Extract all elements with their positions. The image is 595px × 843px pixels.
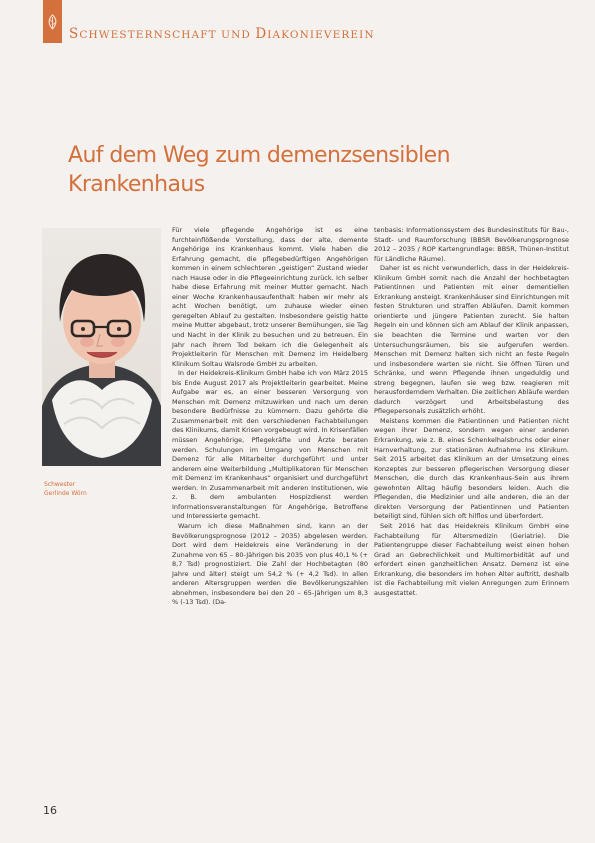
article-title-line-1: Auf dem Weg zum demenzsensiblen (68, 143, 450, 168)
caption-name: Gerlinde Wörn (44, 490, 87, 497)
section-header-initial: S (69, 26, 80, 42)
paragraph: Warum ich diese Maßnahmen sind, kann an der Bevölkerungsprognose (2012 – 2035) abgelesen werden. Dort wird dem Heidekreis eine Veränderung in der Zunahme von 65 – 80-Jährigen bis 2035 von plus 40,1 % (+ 8,7 Tsd) prognostiziert. Die Zahl der Hochbetagten (80 Jahre und älter) steigt um 54,2 % (+ 4,2 Tsd). In allen anderen Altersgruppen werden die Bevölkerungszahlen abnehmen, insbesondere bei den 20 – 65-Jährigen um 8,3 % (-13 Tsd). (Da- (172, 521, 368, 607)
article-title (68, 142, 450, 199)
logo (43, 0, 62, 43)
section-header-part: CHWESTERNSCHAFT UND (79, 29, 256, 41)
paragraph: Daher ist es nicht verwunderlich, dass in der Heidekreis-Klinikum GmbH somit nach die Anzahl der hochbetagten Patientinnen und Patienten mit einer dementiellen Erkrankung ansteigt. Krankenhäuser sind Einrichtungen mit festen Strukturen und straffen Abläufen. Damit kommen orientierte und jüngere Patienten zurecht. Sie halten Regeln ein und können sich am Ablauf der Klinik anpassen, sie beachten die Termine und warten vor den Untersuchungsräumen, bis sie aufgerufen werden. Menschen mit Demenz halten sich nicht an feste Regeln und insbesondere warten sie nicht. Sie öffnen Türen und Schränke, und wenn Pflegende ihnen ungeduldig und streng begegnen, laufen sie weg bzw. reagieren mit herausforderndem Verhalten. Die zeitlichen Abläufe werden dadurch verzögert und Arbeitsbelastung des Pflegepersonals zusätzlich erhöht. (374, 264, 569, 416)
paragraph: tenbasis: Informationssystem des Bundesinstituts für Bau-, Stadt- und Raumforschung (BBSR Bevölkerungsprognose 2012 – 2035 / ROP Kartengrundlage: BBSR, Thünen-Institut für Ländliche Räume). (374, 226, 569, 263)
caption-role: Schwester (44, 481, 76, 488)
article-column-left (172, 226, 368, 608)
section-header (69, 26, 375, 42)
leaf-emblem-icon (45, 14, 60, 30)
section-header-second-initial: D (255, 26, 268, 42)
section-header-rest: IAKONIEVEREIN (267, 29, 375, 41)
paragraph: Meistens kommen die Patientinnen und Patienten nicht wegen ihrer Demenz, sondern wegen einer anderen Erkrankung, wie z. B. eines Schenkelhalsbruchs oder einer Harnverhaltung, zur stationären Aufnahme ins Klinikum. Seit 2015 arbeitet das Klinikum an der Umsetzung eines Konzeptes zur besseren pflegerischen Versorgung dieser Menschen, die durch das Krankenhaus-Sein aus ihrem gewohnten Alltag häufig besonders leiden. Auch die Pflegenden, die Medizinier und alle anderen, die an der direkten Versorgung der Patientinnen und Patienten beteiligt sind, fühlen sich oft hilflos und überfordert. (374, 416, 569, 521)
article-title-line-2: Krankenhaus (68, 171, 205, 197)
paragraph: In der Heidekreis-Klinikum GmbH habe ich von März 2015 bis Ende August 2017 als Projektleiterin gearbeitet. Meine Aufgabe war es, an einer besseren Versorgung von Menschen mit Demenz mitzuwirken und nach um deren besondere Bedürfnisse zu kümmern. Dazu gehörte die Zusammenarbeit mit den verschiedenen Fachabteilungen des Klinikums, damit Krisen vorgebeugt wird. In Krisenfällen müssen Angehörige, Pflegekräfte und Ärzte beraten werden. Schulungen im Umgang von Menschen mit Demenz für alle Mitarbeiter durchgeführt und unter anderem eine Weiterbildung „Multiplikatoren für Menschen mit Demenz im Krankenhaus“ organisiert und durchgeführt werden. In Zusammenarbeit mit anderen Institutionen, wie z. B. dem ambulanten Hospizdienst werden Informationsveranstaltungen für Angehörige, Betroffene und Interessierte gemacht. (172, 369, 368, 521)
paragraph: Für viele pflegende Angehörige ist es eine furchteinflößende Vorstellung, dass der alte, demente Angehörige ins Krankenhaus kommt. Viele haben die Erfahrung gemacht, die pflegebedürftigen Angehörigen kommen in einem schlechteren „geistigen“ Zustand wieder nach Hause oder in die Pflegeeinrichtung zurück. Ich selber habe diese Erfahrung mit meiner Mutter gemacht. Nach einer Woche Krankenhausaufenthalt haben wir mehr als acht Wochen benötigt, um zuhause wieder einen geregelten Ablauf zu gestalten. Insbesondere geistig hatte meine Mutter abgebaut, trotz unserer Bemühungen, sie Tag und Nacht in der Klinik zu besuchen und zu betreuen. Ein Jahr nach ihrem Tod bekam ich die Gelegenheit als Projektleiterin für Menschen mit Demenz im Heidelberg Klinikum Soltau Walsrode GmbH zu arbeiten. (172, 226, 368, 368)
photo-caption (44, 480, 162, 498)
portrait-image (42, 228, 161, 466)
paragraph: Seit 2016 hat das Heidekreis Klinikum GmbH eine Fachabteilung für Altersmedizin (Geriatrie). Die Patientengruppe dieser Fachabteilung weist einen hohen Grad an Gebrechlichkeit und Multimorbidität auf und erfordert einen ganzheitlichen Ansatz. Demenz ist eine Erkrankung, die besonders im hohen Alter auftritt, deshalb ist die Fachabteilung mit vielen Anregungen zum Erinnern ausgestattet. (374, 521, 569, 597)
author-photo (42, 228, 161, 466)
page-number: 16 (43, 804, 57, 817)
article-column-right (374, 226, 569, 598)
